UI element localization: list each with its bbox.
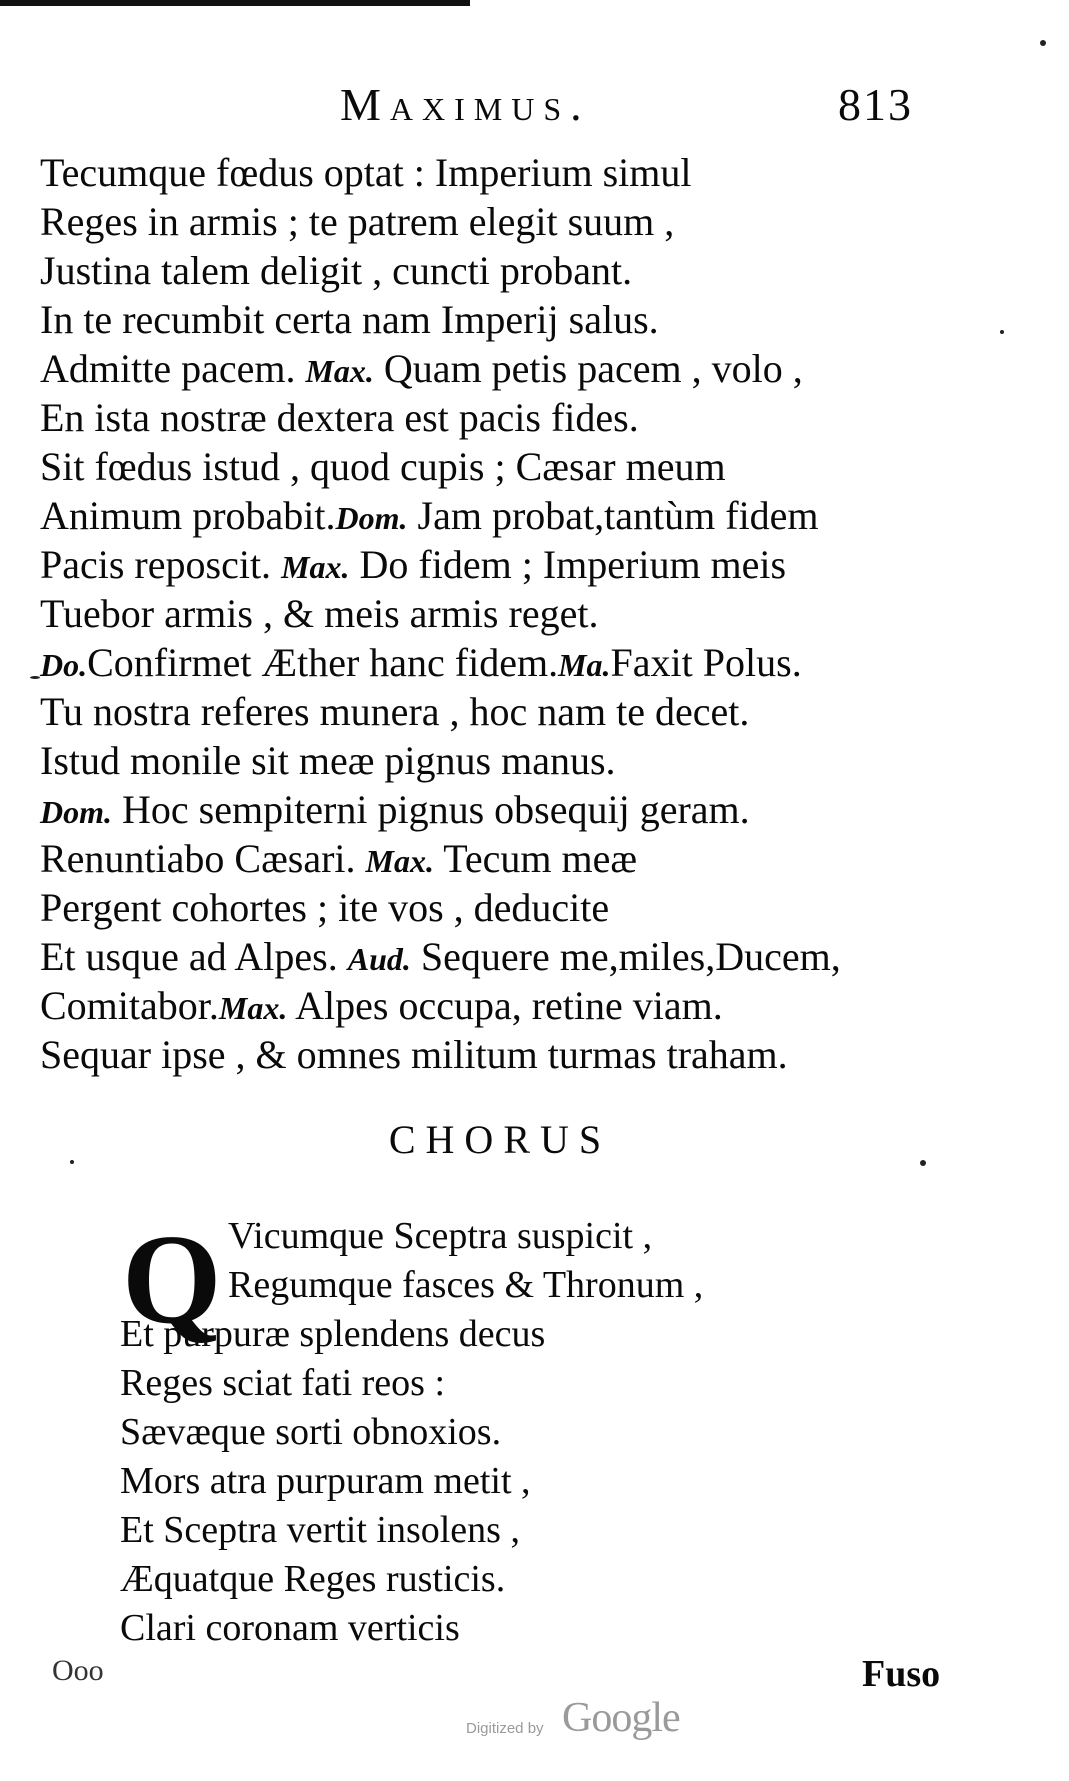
verse-line [40,834,980,883]
chorus-line: Clari coronam verticis [120,1607,460,1649]
verse-text: Do fidem ; Imperium meis [349,542,787,587]
verse-line [40,638,980,687]
speaker-label: Dom. [335,500,408,536]
verse-text: Confirmet Æther hanc fidem. [87,640,559,685]
speaker-label: Max. [218,990,288,1026]
verse-line [40,785,980,834]
speaker-label: Max. [281,549,350,585]
verse-text: Reges in armis ; te patrem elegit suum , [40,199,675,244]
chorus-heading: CHORUS [388,1117,612,1162]
verse-text: Animum probabit. [40,493,336,538]
catchword: Fuso [862,1653,941,1695]
chorus-line: Vicumque Sceptra suspicit , [228,1215,653,1257]
watermark-brand: Google [562,1695,680,1741]
verse-text: Comitabor. [40,983,219,1028]
verse-text: Pacis reposcit. [40,542,282,587]
speaker-label: Aud. [347,941,411,977]
verse-line [40,197,980,246]
verse-text: Renuntiabo Cæsari. [40,836,366,881]
verse-text: Istud monile sit meæ pignus manus. [40,738,616,783]
verse-line [40,491,980,540]
speaker-label: Max. [305,353,374,389]
ink-speck [920,1160,926,1166]
verse-text: Tuebor armis , & meis armis reget. [40,591,599,636]
top-rule [0,0,470,6]
verse-line [40,687,980,736]
verse-line [40,393,980,442]
page-number: 813 [838,79,913,130]
chorus-line: Æquatque Reges rusticis. [120,1558,506,1600]
drop-cap: Q [122,1208,222,1350]
verse-line [40,1030,980,1079]
verse-line [40,442,980,491]
verse-line [40,736,980,785]
verse-text: Sequar ipse , & omnes militum turmas traham. [40,1032,788,1077]
verse-line [40,295,980,344]
verse-text: Justina talem deligit , cuncti probant. [40,248,633,293]
verse-line [40,589,980,638]
chorus-line: Regumque fasces & Thronum , [228,1264,704,1306]
chorus-verse [120,1208,940,1653]
verse-text: Sequere me,miles,Ducem, [410,934,841,979]
verse-text: En ista nostræ dextera est pacis fides. [40,395,639,440]
watermark-prefix: Digitized by [466,1720,544,1737]
chorus-line: Reges sciat fati reos : [120,1362,446,1404]
speaker-label: Do. [40,647,88,683]
speaker-label: Ma. [558,647,611,683]
verse-text: Sit fœdus istud , quod cupis ; Cæsar meum [40,444,726,489]
chorus-line: Mors atra purpuram metit , [120,1460,531,1502]
verse-text: Pergent cohortes ; ite vos , deducite [40,885,610,930]
verse-text: Quam petis pacem , volo , [373,346,803,391]
verse-text: Hoc sempiterni pignus obsequij geram. [112,787,750,832]
verse-line [40,932,980,981]
verse-line [40,344,980,393]
ink-speck [30,676,40,679]
speaker-label: Dom. [40,794,112,830]
page-header [0,78,1069,138]
chorus-line: Et purpuræ splendens decus [120,1313,546,1355]
chorus-line: Et Sceptra vertit insolens , [120,1509,520,1551]
verse-line [40,540,980,589]
digitized-by-google-watermark [466,1690,706,1750]
verse-text: Admitte pacem. [40,346,306,391]
speaker-label: Max. [365,843,434,879]
verse-line [40,148,980,197]
ink-speck [1000,330,1004,334]
verse-text: Faxit Polus. [610,640,802,685]
ink-speck [1040,40,1046,46]
verse-text: Tecumque fœdus optat : Imperium simul [40,150,692,195]
verse-line [40,883,980,932]
verse-line [40,246,980,295]
verse-line [40,981,980,1030]
dialogue-text [40,148,980,1079]
verse-text: Tu nostra referes munera , hoc nam te decet. [40,689,750,734]
verse-text: Alpes occupa, retine viam. [287,983,723,1028]
verse-text: Et usque ad Alpes. [40,934,348,979]
chorus-line: Sævæque sorti obnoxios. [120,1411,502,1453]
verse-text: Jam probat,tantùm fidem [407,493,819,538]
signature-mark: Ooo [52,1654,104,1687]
verse-text: Tecum meæ [433,836,638,881]
verse-text: In te recumbit certa nam Imperij salus. [40,297,659,342]
ink-speck [70,1160,74,1164]
running-head: Maximus. [340,79,591,130]
